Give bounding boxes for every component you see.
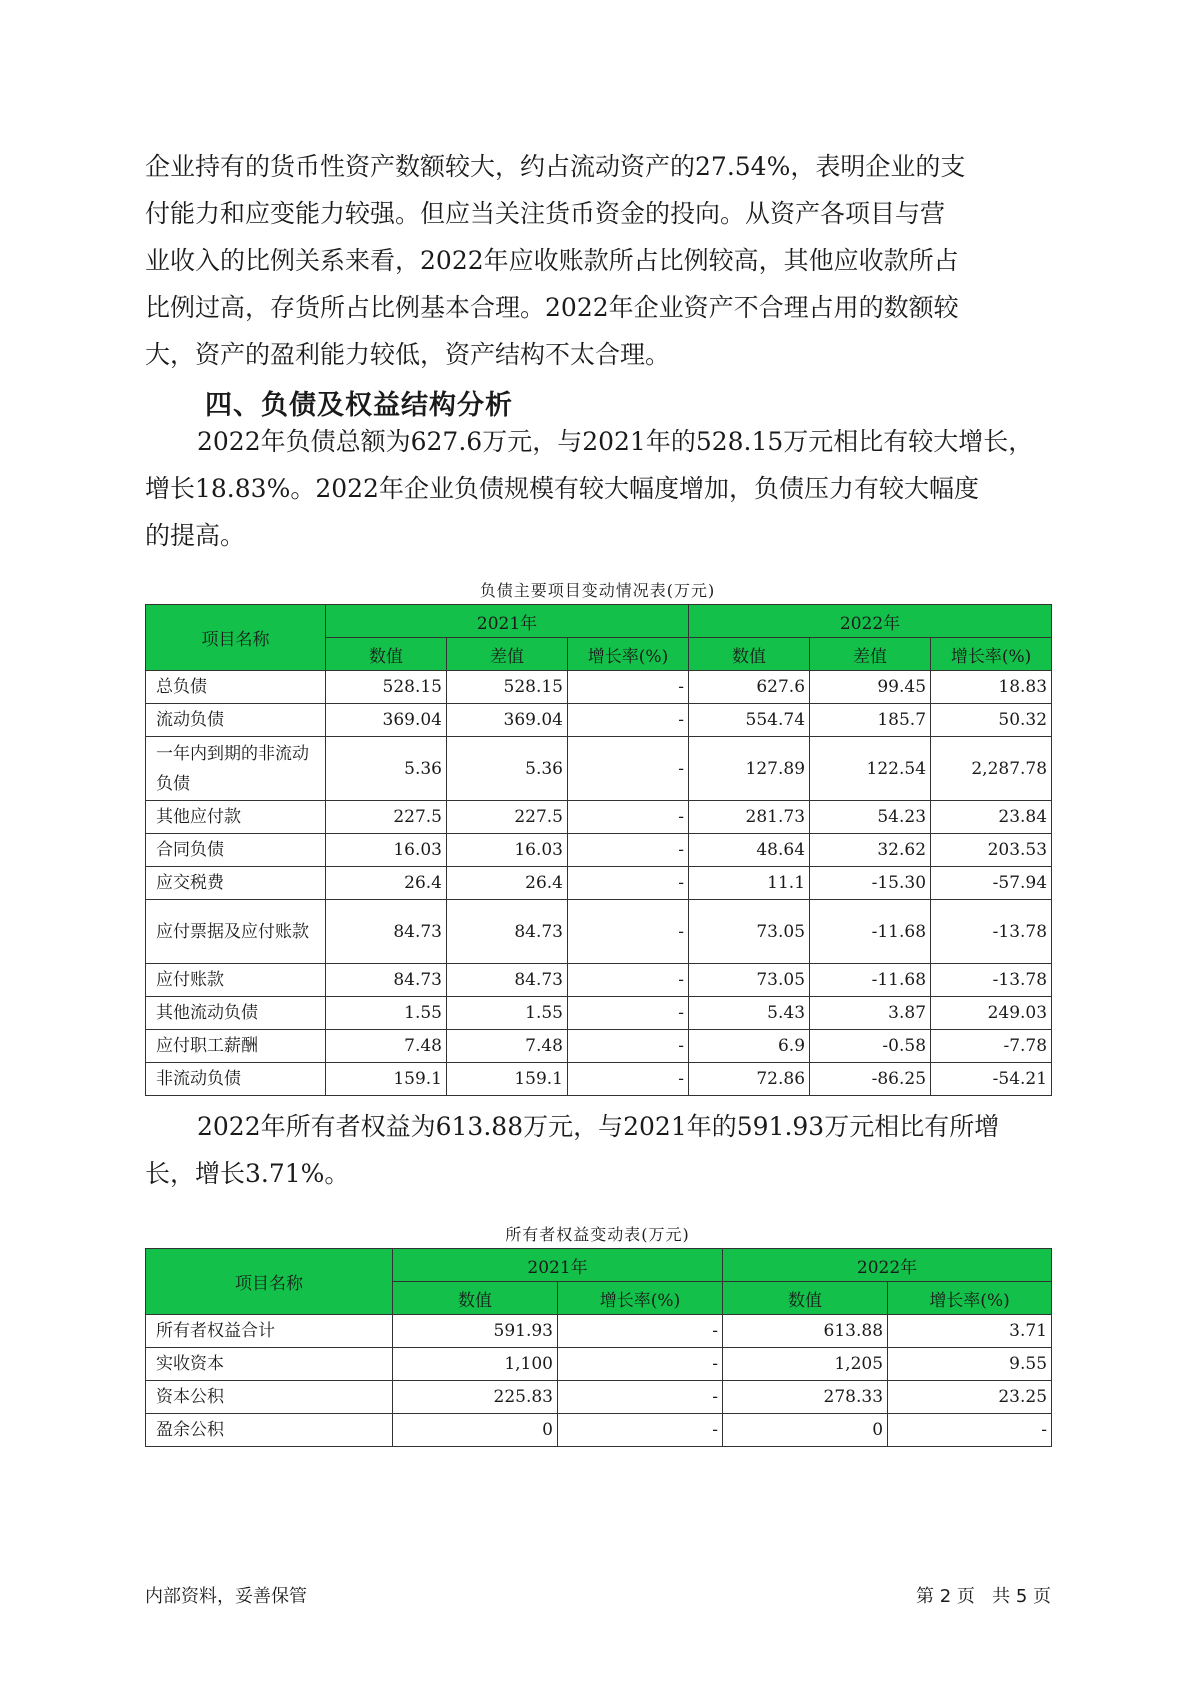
row-value-cell: - bbox=[558, 1381, 723, 1414]
row-value-cell: - bbox=[888, 1414, 1052, 1447]
header-growth-rate: 增长率(%) bbox=[558, 1282, 723, 1315]
row-value-cell: - bbox=[568, 834, 689, 867]
table-row bbox=[146, 964, 1052, 997]
header-year-2021: 2021年 bbox=[326, 605, 689, 638]
row-value-cell: 5.36 bbox=[326, 737, 447, 801]
row-value-cell: 528.15 bbox=[447, 671, 568, 704]
table-row bbox=[146, 801, 1052, 834]
row-value-cell: 591.93 bbox=[393, 1315, 558, 1348]
row-value-cell: -11.68 bbox=[810, 900, 931, 964]
text-line: 2022年负债总额为627.6万元，与2021年的528.15万元相比有较大增长， bbox=[197, 427, 1034, 456]
row-item-name: 实收资本 bbox=[146, 1348, 393, 1381]
row-item-name: 其他应付款 bbox=[146, 801, 326, 834]
row-value-cell: 0 bbox=[393, 1414, 558, 1447]
text-line: 增长18.83%。2022年企业负债规模有较大幅度增加，负债压力有较大幅度 bbox=[145, 474, 979, 503]
header-value: 数值 bbox=[723, 1282, 888, 1315]
row-value-cell: - bbox=[568, 737, 689, 801]
row-value-cell: 3.71 bbox=[888, 1315, 1052, 1348]
row-value-cell: 227.5 bbox=[447, 801, 568, 834]
table-row bbox=[146, 737, 1052, 801]
row-value-cell: 613.88 bbox=[723, 1315, 888, 1348]
text-line: 2022年所有者权益为613.88万元，与2021年的591.93万元相比有所增 bbox=[197, 1112, 1000, 1141]
table-row bbox=[146, 671, 1052, 704]
text-line: 业收入的比例关系来看，2022年应收账款所占比例较高，其他应收款所占 bbox=[145, 246, 959, 275]
row-value-cell: 7.48 bbox=[326, 1030, 447, 1063]
row-value-cell: 26.4 bbox=[326, 867, 447, 900]
row-value-cell: 84.73 bbox=[447, 900, 568, 964]
row-value-cell: 1,205 bbox=[723, 1348, 888, 1381]
row-value-cell: 1.55 bbox=[447, 997, 568, 1030]
footer-page-number: 第 2 页 共 5 页 bbox=[916, 1586, 1051, 1607]
row-value-cell: 11.1 bbox=[689, 867, 810, 900]
row-value-cell: 23.84 bbox=[931, 801, 1052, 834]
header-value: 数值 bbox=[326, 638, 447, 671]
row-value-cell: 32.62 bbox=[810, 834, 931, 867]
row-item-name: 应付职工薪酬 bbox=[146, 1030, 326, 1063]
row-value-cell: - bbox=[568, 964, 689, 997]
row-value-cell: 99.45 bbox=[810, 671, 931, 704]
paragraph-equity-summary bbox=[145, 1103, 1050, 1197]
row-value-cell: 127.89 bbox=[689, 737, 810, 801]
table-row bbox=[146, 1348, 1052, 1381]
table-row bbox=[146, 997, 1052, 1030]
row-value-cell: 225.83 bbox=[393, 1381, 558, 1414]
row-value-cell: - bbox=[558, 1414, 723, 1447]
header-growth-rate: 增长率(%) bbox=[568, 638, 689, 671]
paragraph-asset-summary bbox=[145, 143, 1050, 378]
row-value-cell: 73.05 bbox=[689, 900, 810, 964]
paragraph-liability-summary bbox=[145, 418, 1050, 559]
row-value-cell: -54.21 bbox=[931, 1063, 1052, 1096]
row-value-cell: 3.87 bbox=[810, 997, 931, 1030]
row-value-cell: 122.54 bbox=[810, 737, 931, 801]
row-value-cell: - bbox=[568, 1030, 689, 1063]
row-value-cell: -11.68 bbox=[810, 964, 931, 997]
row-value-cell: 18.83 bbox=[931, 671, 1052, 704]
row-value-cell: 2,287.78 bbox=[931, 737, 1052, 801]
row-value-cell: - bbox=[568, 997, 689, 1030]
text-line: 付能力和应变能力较强。但应当关注货币资金的投向。从资产各项目与营 bbox=[145, 199, 946, 228]
header-year-2022: 2022年 bbox=[689, 605, 1052, 638]
row-value-cell: - bbox=[568, 704, 689, 737]
row-value-cell: 48.64 bbox=[689, 834, 810, 867]
header-growth-rate: 增长率(%) bbox=[888, 1282, 1052, 1315]
row-item-name: 一年内到期的非流动负债 bbox=[146, 737, 326, 801]
row-value-cell: 5.43 bbox=[689, 997, 810, 1030]
header-year-2022: 2022年 bbox=[723, 1249, 1052, 1282]
row-value-cell: 16.03 bbox=[326, 834, 447, 867]
row-value-cell: -13.78 bbox=[931, 900, 1052, 964]
table-row bbox=[146, 867, 1052, 900]
footer-confidential-note: 内部资料，妥善保管 bbox=[145, 1586, 307, 1607]
row-item-name: 所有者权益合计 bbox=[146, 1315, 393, 1348]
row-item-name: 其他流动负债 bbox=[146, 997, 326, 1030]
row-value-cell: 72.86 bbox=[689, 1063, 810, 1096]
header-year-2021: 2021年 bbox=[393, 1249, 723, 1282]
row-value-cell: 369.04 bbox=[326, 704, 447, 737]
row-value-cell: -57.94 bbox=[931, 867, 1052, 900]
header-item-name: 项目名称 bbox=[146, 605, 326, 671]
row-value-cell: 73.05 bbox=[689, 964, 810, 997]
table-row bbox=[146, 1030, 1052, 1063]
table-row bbox=[146, 1414, 1052, 1447]
row-item-name: 总负债 bbox=[146, 671, 326, 704]
row-value-cell: 84.73 bbox=[447, 964, 568, 997]
row-item-name: 资本公积 bbox=[146, 1381, 393, 1414]
header-difference: 差值 bbox=[810, 638, 931, 671]
table-row bbox=[146, 834, 1052, 867]
row-value-cell: - bbox=[558, 1315, 723, 1348]
row-value-cell: -15.30 bbox=[810, 867, 931, 900]
equity-table bbox=[145, 1248, 1052, 1447]
header-value: 数值 bbox=[393, 1282, 558, 1315]
table-caption: 负债主要项目变动情况表(万元) bbox=[479, 581, 716, 600]
header-difference: 差值 bbox=[447, 638, 568, 671]
row-value-cell: 369.04 bbox=[447, 704, 568, 737]
row-value-cell: 50.32 bbox=[931, 704, 1052, 737]
table-row bbox=[146, 1381, 1052, 1414]
row-value-cell: 6.9 bbox=[689, 1030, 810, 1063]
row-value-cell: 0 bbox=[723, 1414, 888, 1447]
text-line: 大，资产的盈利能力较低，资产结构不太合理。 bbox=[145, 340, 671, 369]
row-value-cell: 203.53 bbox=[931, 834, 1052, 867]
row-value-cell: 528.15 bbox=[326, 671, 447, 704]
table-caption: 所有者权益变动表(万元) bbox=[505, 1225, 690, 1244]
row-value-cell: 281.73 bbox=[689, 801, 810, 834]
row-value-cell: 159.1 bbox=[326, 1063, 447, 1096]
row-item-name: 应付账款 bbox=[146, 964, 326, 997]
row-value-cell: - bbox=[568, 671, 689, 704]
row-value-cell: - bbox=[568, 801, 689, 834]
row-value-cell: 7.48 bbox=[447, 1030, 568, 1063]
liability-table bbox=[145, 604, 1052, 1096]
row-item-name: 流动负债 bbox=[146, 704, 326, 737]
row-value-cell: 16.03 bbox=[447, 834, 568, 867]
table-row bbox=[146, 1315, 1052, 1348]
row-value-cell: 54.23 bbox=[810, 801, 931, 834]
text-line: 比例过高，存货所占比例基本合理。2022年企业资产不合理占用的数额较 bbox=[145, 293, 959, 322]
row-value-cell: 554.74 bbox=[689, 704, 810, 737]
row-value-cell: 5.36 bbox=[447, 737, 568, 801]
row-item-name: 应交税费 bbox=[146, 867, 326, 900]
row-value-cell: 185.7 bbox=[810, 704, 931, 737]
header-value: 数值 bbox=[689, 638, 810, 671]
row-value-cell: 159.1 bbox=[447, 1063, 568, 1096]
table-row bbox=[146, 900, 1052, 964]
text-line: 长，增长3.71%。 bbox=[145, 1159, 350, 1188]
row-value-cell: 627.6 bbox=[689, 671, 810, 704]
row-value-cell: -0.58 bbox=[810, 1030, 931, 1063]
row-value-cell: - bbox=[568, 900, 689, 964]
row-value-cell: -13.78 bbox=[931, 964, 1052, 997]
row-value-cell: 23.25 bbox=[888, 1381, 1052, 1414]
row-value-cell: 9.55 bbox=[888, 1348, 1052, 1381]
row-item-name: 合同负债 bbox=[146, 834, 326, 867]
table-row bbox=[146, 1063, 1052, 1096]
row-value-cell: 278.33 bbox=[723, 1381, 888, 1414]
text-line: 的提高。 bbox=[145, 521, 246, 550]
row-value-cell: - bbox=[568, 867, 689, 900]
row-value-cell: 84.73 bbox=[326, 900, 447, 964]
row-item-name: 盈余公积 bbox=[146, 1414, 393, 1447]
row-value-cell: 26.4 bbox=[447, 867, 568, 900]
row-value-cell: - bbox=[558, 1348, 723, 1381]
header-item-name: 项目名称 bbox=[146, 1249, 393, 1315]
row-value-cell: 1.55 bbox=[326, 997, 447, 1030]
row-item-name: 应付票据及应付账款 bbox=[146, 900, 326, 964]
row-value-cell: 227.5 bbox=[326, 801, 447, 834]
table-row bbox=[146, 704, 1052, 737]
row-item-name: 非流动负债 bbox=[146, 1063, 326, 1096]
row-value-cell: 1,100 bbox=[393, 1348, 558, 1381]
row-value-cell: -86.25 bbox=[810, 1063, 931, 1096]
row-value-cell: 249.03 bbox=[931, 997, 1052, 1030]
section-title: 四、负债及权益结构分析 bbox=[205, 390, 513, 421]
row-value-cell: 84.73 bbox=[326, 964, 447, 997]
row-value-cell: - bbox=[568, 1063, 689, 1096]
text-line: 企业持有的货币性资产数额较大，约占流动资产的27.54%，表明企业的支 bbox=[145, 152, 966, 181]
header-growth-rate: 增长率(%) bbox=[931, 638, 1052, 671]
row-value-cell: -7.78 bbox=[931, 1030, 1052, 1063]
